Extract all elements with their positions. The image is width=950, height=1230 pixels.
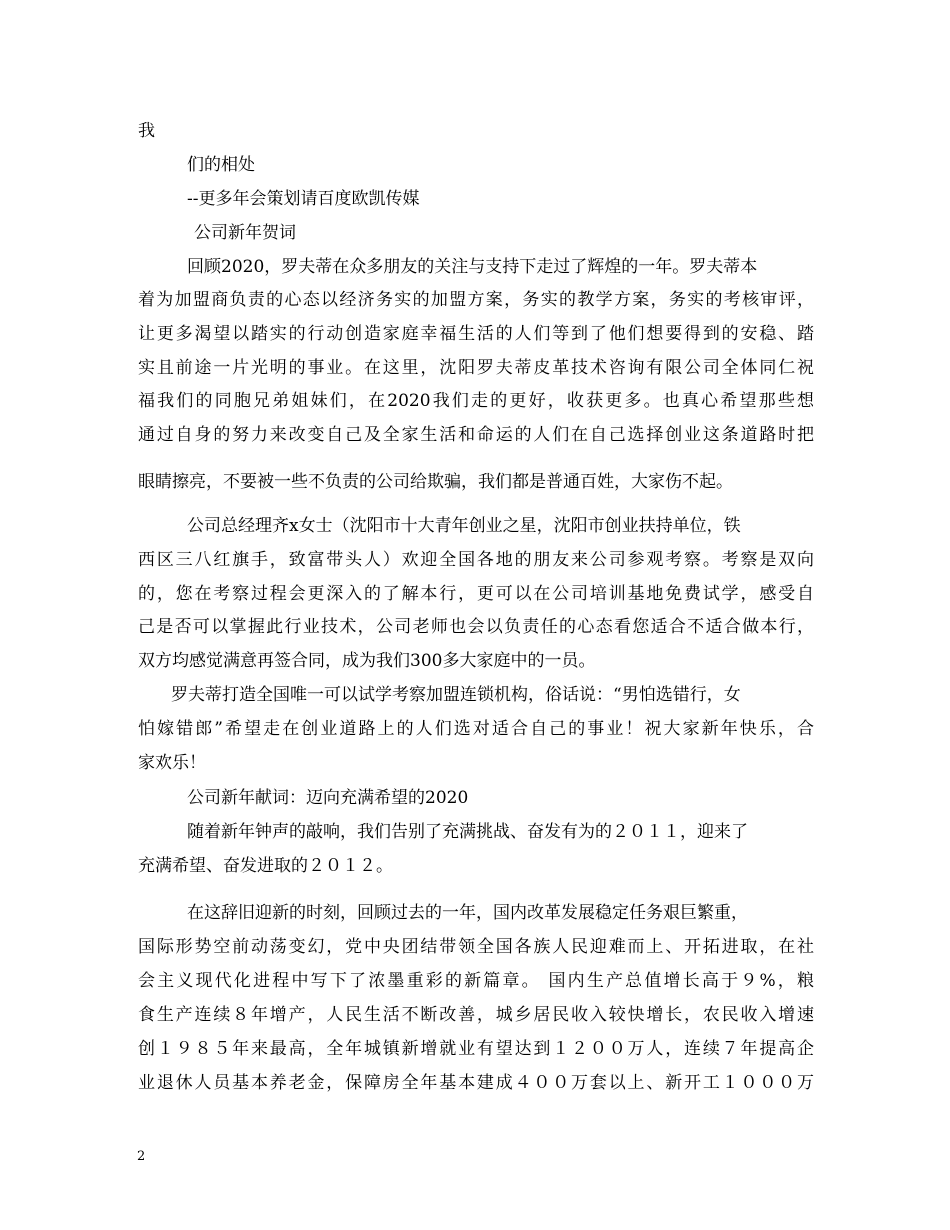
text-line: 福我们的同胞兄弟姐妹们，在2020我们走的更好，收获更多。也真心希望那些想: [138, 391, 814, 411]
text-line: 己是否可以掌握此行业技术，公司老师也会以负责任的心态看您适合不适合做本行，: [138, 617, 814, 637]
section-heading: 公司新年贺词: [194, 223, 296, 243]
text-line: 家欢乐！: [138, 753, 206, 773]
text-line: 食生产连续８年增产，人民生活不断改善，城乡居民收入较快增长，农民收入增速: [138, 1005, 814, 1025]
text-line: 眼睛擦亮，不要被一些不负责的公司给欺骗，我们都是普通百姓，大家伤不起。: [138, 472, 733, 492]
text-line: --更多年会策划请百度欧凯传媒: [187, 189, 420, 209]
text-line: 怕嫁错郎”希望走在创业道路上的人们选对适合自己的事业！祝大家新年快乐，合: [138, 719, 814, 739]
text-line: 回顾2020，罗夫蒂在众多朋友的关注与支持下走过了辉煌的一年。罗夫蒂本: [187, 257, 758, 277]
text-line: 着为加盟商负责的心态以经济务实的加盟方案，务实的教学方案，务实的考核审评，: [138, 290, 814, 310]
text-line: 我: [138, 121, 155, 141]
text-line: 创１９８５年来最高，全年城镇新增就业有望达到１２００万人，连续７年提高企: [138, 1039, 814, 1059]
text-line: 们的相处: [187, 155, 255, 175]
text-line: 国际形势空前动荡变幻，党中央团结带领全国各族人民迎难而上、开拓进取，在社: [138, 937, 814, 957]
text-line: 会主义现代化进程中写下了浓墨重彩的新篇章。 国内生产总值增长高于９%，粮: [138, 971, 814, 991]
text-line: 充满希望、奋发进取的２０１２。: [138, 856, 393, 876]
text-line: 随着新年钟声的敲响，我们告别了充满挑战、奋发有为的２０１１，迎来了: [187, 822, 748, 842]
text-line: 业退休人员基本养老金，保障房全年基本建成４００万套以上、新开工１０００万: [138, 1073, 814, 1093]
text-line: 罗夫蒂打造全国唯一可以试学考察加盟连锁机构，俗话说：“男怕选错行，女: [171, 685, 741, 705]
text-line: 双方均感觉满意再签合同，成为我们300多大家庭中的一员。: [138, 651, 596, 671]
text-line: 的，您在考察过程会更深入的了解本行，更可以在公司培训基地免费试学，感受自: [138, 584, 814, 604]
text-line: 西区三八红旗手，致富带头人）欢迎全国各地的朋友来公司参观考察。考察是双向: [138, 550, 814, 570]
section-heading: 公司新年献词：迈向充满希望的2020: [187, 788, 469, 808]
text-line: 让更多渴望以踏实的行动创造家庭幸福生活的人们等到了他们想要得到的安稳、踏: [138, 324, 814, 344]
page-number: 2: [137, 1149, 146, 1164]
text-line: 实且前途一片光明的事业。在这里，沈阳罗夫蒂皮革技术咨询有限公司全体同仁祝: [138, 358, 814, 378]
text-line: 公司总经理齐x女士（沈阳市十大青年创业之星，沈阳市创业扶持单位，铁: [187, 516, 741, 536]
text-line: 通过自身的努力来改变自己及全家生活和命运的人们在自己选择创业这条道路时把: [138, 425, 814, 445]
text-line: 在这辞旧迎新的时刻，回顾过去的一年，国内改革发展稳定任务艰巨繁重，: [187, 903, 748, 923]
